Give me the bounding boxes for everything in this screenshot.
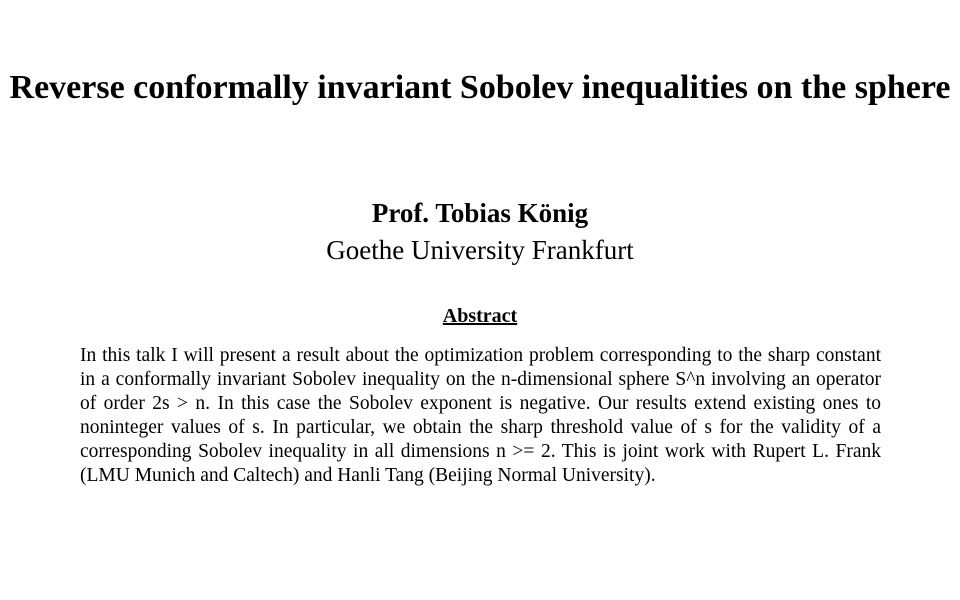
abstract-body: In this talk I will present a result about the optimization problem corresponding to the sharp constant in a conformally invariant Sobolev inequality on the n-dimensional sphere S^n involving an operator of order 2s > n. In this case the Sobolev exponent is negative. Our results extend existing ones to noninteger values of s. In particular, we obtain the sharp threshold value of s for the validity of a corresponding Sobolev inequality in all dimensions n >= 2. This is joint work with Rupert L. Frank (LMU Munich and Caltech) and Hanli Tang (Beijing Normal University). bbox=[80, 345, 881, 486]
abstract-heading: Abstract bbox=[442, 305, 518, 327]
speaker-affiliation: Goethe University Frankfurt bbox=[326, 235, 634, 265]
talk-title: Reverse conformally invariant Sobolev inequalities on the sphere bbox=[9, 69, 951, 106]
speaker-name: Prof. Tobias König bbox=[371, 198, 589, 228]
